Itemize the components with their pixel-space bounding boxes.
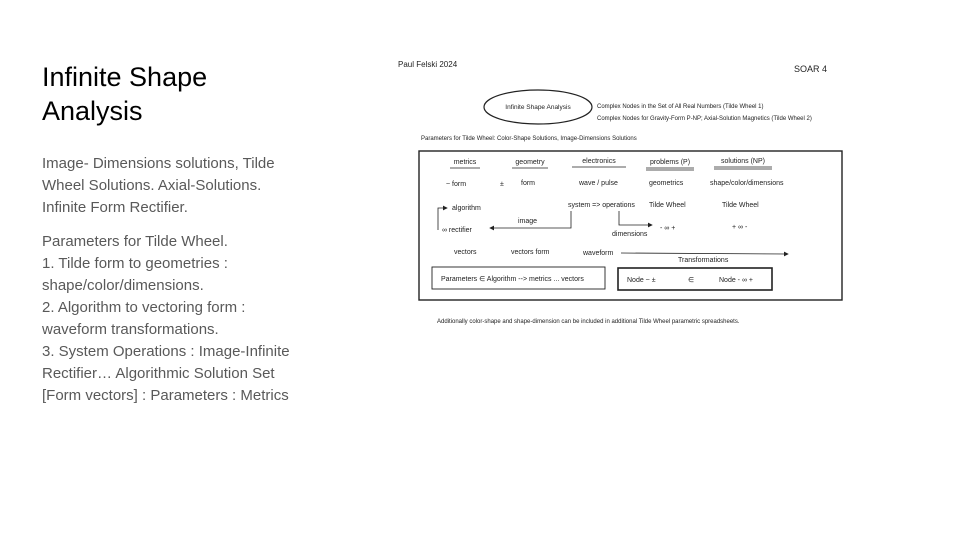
header-electronics: electronics [582,158,616,165]
plus-inf-minus-label: + ∞ - [732,224,748,231]
oval-label: Infinite Shape Analysis [505,104,571,111]
geometrics-label: geometrics [649,180,684,187]
transformations-label: Transformations [678,257,729,264]
tilde-wheel-label: Tilde Wheel [649,202,686,209]
minus-inf-plus-label: - ∞ + [660,225,676,232]
paragraph-2 [42,231,332,407]
vectors-label: vectors [454,249,477,256]
figure-footnote: Additionally color-shape and shape-dimension can be included in additional Tilde Wheel parametric spreadsheets. [437,319,740,325]
waveform-label: waveform [583,250,614,257]
transformations-arrow [621,253,788,254]
header-geometry: geometry [515,159,545,166]
title-line-1: Infinite Shape [42,62,208,92]
paragraph-2-line: 3. System Operations : Image-Infinite [42,343,290,360]
complex-nodes-line-2: Complex Nodes for Gravity-Form P-NP; Axial-Solution Magnetics (Tilde Wheel 2) [597,116,812,122]
algorithm-label: algorithm [452,205,481,212]
parameters-box-label: Parameters ∈ Algorithm --> metrics ... vectors [441,276,584,283]
paragraph-2-line: 1. Tilde form to geometries : [42,255,228,272]
title-line-2: Analysis [42,96,143,126]
paragraph-2-line: 2. Algorithm to vectoring form : [42,299,246,316]
parameters-caption: Parameters for Tilde Wheel: Color-Shape Solutions, Image-Dimensions Solutions [421,136,637,142]
diagram-figure [390,50,860,340]
paragraph-1 [42,153,332,219]
header-problems: problems (P) [649,159,691,166]
wave-pulse-label: wave / pulse [579,180,618,187]
slide-body-text [42,153,332,419]
paragraph-1-line: Wheel Solutions. Axial-Solutions. [42,177,262,194]
paragraph-1-line: Infinite Form Rectifier. [42,199,188,216]
system-operations-label: system => operations [568,202,635,209]
form-label: form [521,180,535,187]
shape-color-dimensions-label: shape/color/dimensions [710,180,784,187]
vectors-form-label: vectors form [511,249,550,256]
soar-code-label: SOAR 4 [794,64,828,74]
paragraph-2-line: Rectifier… Algorithmic Solution Set [42,365,275,382]
infinity-rectifier-label: ∞ rectifier [442,227,472,234]
complex-nodes-line-1: Complex Nodes in the Set of All Real Numbers (Tilde Wheel 1) [597,104,764,110]
paragraph-2-line: Parameters for Tilde Wheel. [42,233,228,250]
paragraph-2-line: shape/color/dimensions. [42,277,204,294]
dimensions-arrow [619,211,652,225]
header-solutions: solutions (NP) [721,158,765,165]
node-box-left-label: Node ~ ± [627,277,656,284]
node-box-right-label: Node - ∞ + [719,277,753,284]
tilde-wheel-label-2: Tilde Wheel [722,202,759,209]
paragraph-2-line: waveform transformations. [42,321,219,338]
paragraph-2-line: [Form vectors] : Parameters : Metrics [42,387,289,404]
slide-title [42,60,342,128]
node-box-element-label: ∈ [688,277,695,284]
dimensions-label: dimensions [612,231,648,238]
paragraph-1-line: Image- Dimensions solutions, Tilde [42,155,275,172]
author-label: Paul Felski 2024 [398,60,458,69]
diagram-svg [390,50,860,340]
header-metrics: metrics [453,159,477,166]
tilde-form-label: ~ form [446,181,467,188]
plusminus-label: ± [500,181,504,188]
image-label: image [518,218,538,225]
